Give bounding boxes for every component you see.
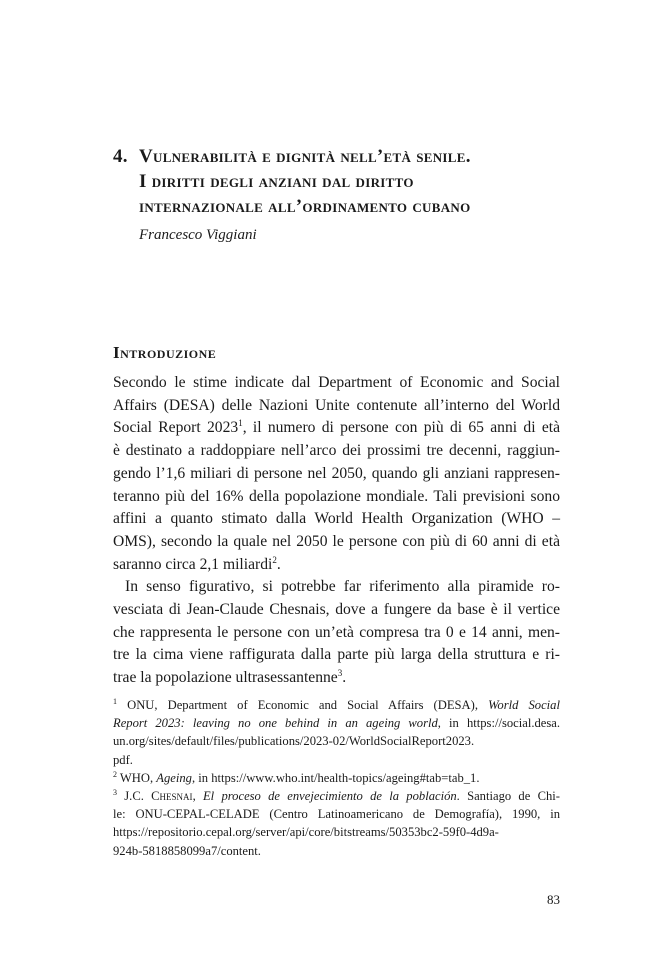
footnote-line [113,696,560,714]
paragraph-line [113,554,560,577]
paragraph-text: saranno circa 2,1 miliardi [113,555,273,573]
footnotes [113,696,560,860]
footnote-title: World Social [488,698,560,712]
chapter-number: 4. [113,146,128,167]
section-heading: Introduzione [113,343,217,362]
paragraph-line: Affairs (DESA) delle Nazioni Unite contenute all’interno del World [113,396,560,414]
footnote-mark: 2 [113,769,117,779]
chapter-title-line-2: I diritti degli anziani dal diritto [139,171,414,192]
paragraph-line: tre la cima viene raffigurata dalla parte più larga della struttura e ri- [113,646,560,664]
paragraph-text: Social Report 2023 [113,419,239,437]
footnote-title: Report 2023: leaving no one behind in an ageing world [113,716,438,731]
chapter-author: Francesco Viggiani [139,227,257,243]
footnote-title: El proceso de envejecimiento de la población [202,789,457,804]
paragraph-1 [113,372,560,576]
footnote-3 [113,787,560,860]
footnote-title: Ageing [156,770,192,785]
footnote-link[interactable]: 924b-5818858099a7/content. [113,843,261,858]
paragraph-text: . [342,669,347,687]
footnote-line [113,769,560,787]
footnote-link[interactable]: un.org/sites/default/files/publications/2023-02/WorldSocialReport2023. [113,734,475,749]
paragraph-line: teranno più del 16% della popolazione mondiale. Tali previsioni sono [113,487,560,505]
paragraph-line: OMS), secondo la quale nel 2050 le persone con più di 60 anni di età [113,532,560,550]
footnote-1 [113,696,560,769]
paragraph-2 [113,576,560,690]
paragraph-line: che rappresenta le persone con un’età compresa tra 0 e 14 anni, men- [113,623,560,641]
footnote-text: ONU, Department of Economic and Social Affairs (DESA), [127,698,489,712]
paragraph-line [113,667,560,690]
footnote-mark: 1 [113,697,117,706]
footnote-ref-1[interactable]: 1 [238,418,243,429]
footnote-mark: 3 [113,788,117,798]
chapter-title-line-3: internazionale all’ordinamento cubano [139,196,471,217]
footnote-text: WHO, [119,770,157,785]
footnote-text: , [192,789,203,804]
chapter-title [113,144,553,219]
footnote-line [113,787,560,805]
footnote-author: Chesnai [151,789,193,804]
chapter-title-line-1: Vulnerabilità e dignità nell’età senile. [139,146,471,167]
paragraph-line: gendo l’1,6 miliari di persone nel 2050, quando gli anziani rappresen- [113,464,560,482]
footnote-2 [113,769,560,787]
paragraph-line: Secondo le stime indicate dal Department of Economic and Social [113,374,560,391]
paragraph-text: , il numero di persone con più di 65 anni di età [242,419,560,437]
footnote-text: J.C. [124,789,152,804]
footnote-ref-3[interactable]: 3 [337,668,343,679]
footnote-link[interactable]: , in https://social.desa. [437,716,560,731]
paragraph-line: affini a quanto stimato dalla World Health Organization (WHO – [113,510,560,528]
footnote-ref-2[interactable]: 2 [272,554,277,565]
paragraph-line [113,417,560,440]
footnote-link[interactable]: , in https://www.who.int/health-topics/ageing#tab=tab_1. [191,770,480,785]
paragraph-text: . [276,555,281,573]
footnote-text: . Santiago de Chi- [456,789,560,804]
paragraph-line: In senso figurativo, si potrebbe far riferimento alla piramide ro- [125,578,560,596]
paragraph-line: è destinato a raddoppiare nell’arco dei prossimi tre decenni, raggiun- [113,442,560,460]
paragraph-text: trae la popolazione ultrasessantenne [113,669,338,687]
footnote-line [113,714,560,732]
introduction-section [113,342,560,690]
footnote-line: le: ONU-CEPAL-CELADE (Centro Latinoamericano de Demografía), 1990, in [113,807,560,822]
chapter-header [113,144,553,245]
footnote-link[interactable]: pdf. [113,752,133,767]
paragraph-line: vesciata di Jean-Claude Chesnais, dove a fungere da base è il vertice [113,601,560,619]
footnote-link[interactable]: https://repositorio.cepal.org/server/api/core/bitstreams/50353bc2-59f0-4d9a- [113,825,499,840]
page-number: 83 [547,892,560,907]
